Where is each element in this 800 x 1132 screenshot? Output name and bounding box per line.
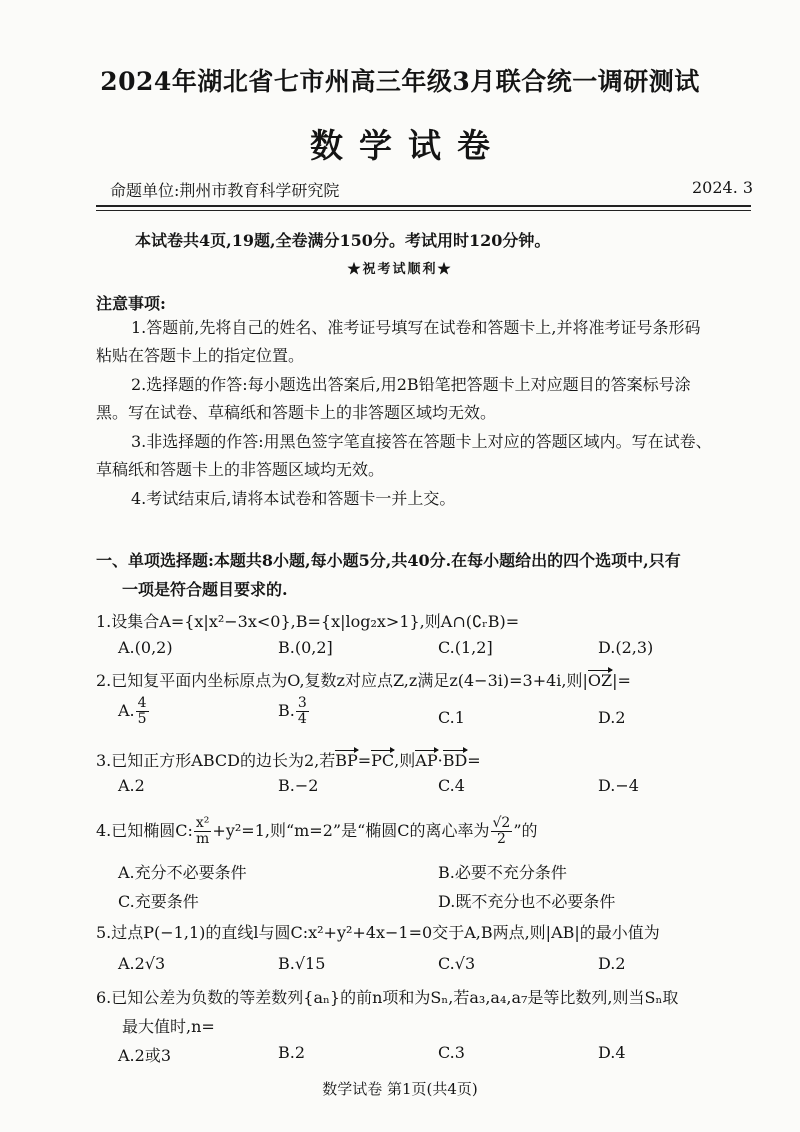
fraction-root2-over-2 (491, 816, 513, 847)
question-3-end: = (467, 751, 481, 770)
question-1-stem: 1.设集合A={x|x²−3x<0},B={x|log₂x>1},则A∩(∁ᵣB)= (96, 612, 520, 631)
question-3-option-b: B.−2 (278, 776, 319, 795)
question-4-stem (96, 816, 538, 847)
question-3-stem-text: 3.已知正方形ABCD的边长为2,若 (96, 751, 336, 770)
question-4-option-d: D.既不充分也不必要条件 (438, 892, 616, 911)
question-6-stem: 6.已知公差为负数的等差数列{aₙ}的前n项和为Sₙ,若a₃,a₄,a₇是等比数列,则当Sₙ取 (96, 988, 679, 1007)
notice-item-2-line-1: 2.选择题的作答:每小题选出答案后,用2B铅笔把答题卡上对应题目的答案标号涂 (131, 375, 691, 394)
vector-pc: PC (371, 751, 395, 770)
question-1-option-c: C.(1,2] (438, 638, 493, 657)
fraction-numerator: 3 (297, 695, 307, 711)
option-a-label: A. (118, 701, 135, 720)
fraction-numerator: 4 (137, 695, 147, 711)
question-3-option-a: A.2 (118, 776, 145, 795)
exam-intro: 本试卷共4页,19题,全卷满分150分。考试用时120分钟。 (135, 231, 551, 250)
question-6-stem-cont: 最大值时,n= (122, 1017, 215, 1036)
page-footer: 数学试卷 第1页(共4页) (322, 1080, 478, 1098)
vector-bd: BD (442, 751, 468, 770)
question-6-option-a: A.2或3 (118, 1046, 172, 1065)
header-rule-thin (96, 210, 751, 211)
question-1-option-b: B.(0,2] (278, 638, 333, 657)
question-4-option-b: B.必要不充分条件 (438, 863, 567, 882)
vector-bp: BP (335, 751, 358, 770)
question-4-stem-mid: +y²=1,则“m=2”是“椭圆C的离心率为 (212, 821, 490, 840)
notice-item-4: 4.考试结束后,请将本试卷和答题卡一并上交。 (131, 489, 456, 508)
dot-operator: · (437, 751, 443, 770)
option-b-label: B. (278, 701, 295, 720)
question-3-option-c: C.4 (438, 776, 465, 795)
fraction-four-fifths (136, 696, 149, 727)
vector-ap: AP (415, 751, 438, 770)
question-2-stem (96, 668, 631, 691)
question-2-stem-end: |= (612, 671, 631, 690)
question-4-option-c: C.充要条件 (118, 892, 199, 911)
question-5-option-c: C.√3 (438, 954, 476, 973)
question-3-stem (96, 748, 481, 771)
fraction-x2-over-m (194, 816, 212, 847)
section-1-heading-cont: 一项是符合题目要求的. (122, 580, 288, 599)
exam-date: 2024. 3 (692, 178, 754, 197)
good-luck-banner: ★祝考试顺利★ (347, 262, 453, 277)
header-rule-thick (96, 205, 751, 207)
notice-item-1-line-2: 粘贴在答题卡上的指定位置。 (96, 346, 305, 365)
equals-sign: = (357, 751, 372, 770)
author-unit: 命题单位:荆州市教育科学研究院 (110, 181, 340, 200)
section-1-heading: 一、单项选择题:本题共8小题,每小题5分,共40分.在每小题给出的四个选项中,只有 (96, 551, 681, 570)
question-6-option-d: D.4 (598, 1043, 626, 1062)
fraction-numerator: √2 (492, 815, 511, 831)
question-6-option-c: C.3 (438, 1043, 465, 1062)
notice-item-2-line-2: 黑。写在试卷、草稿纸和答题卡上的非答题区域均无效。 (96, 403, 497, 422)
question-4-stem-text: 4.已知椭圆C: (96, 821, 193, 840)
fraction-three-quarters (296, 696, 309, 727)
fraction-denominator: 2 (496, 831, 506, 847)
fraction-numerator: x² (195, 815, 210, 831)
question-3-option-d: D.−4 (598, 776, 639, 795)
fraction-denominator: 5 (137, 711, 147, 727)
question-5-stem: 5.过点P(−1,1)的直线l与圆C:x²+y²+4x−1=0交于A,B两点,则|AB|的最小值为 (96, 923, 660, 942)
question-5-option-b: B.√15 (278, 954, 326, 973)
exam-title: 2024年湖北省七市州高三年级3月联合统一调研测试 (100, 67, 700, 96)
notice-item-3-line-1: 3.非选择题的作答:用黑色签字笔直接答在答题卡上对应的答题区域内。写在试卷、 (131, 432, 712, 451)
question-1-option-d: D.(2,3) (598, 638, 654, 657)
exam-subtitle: 数学试卷 (310, 126, 506, 165)
question-2-option-c: C.1 (438, 708, 465, 727)
notice-item-1-line-1: 1.答题前,先将自己的姓名、准考证号填写在试卷和答题卡上,并将准考证号条形码 (131, 318, 701, 337)
question-2-option-a (118, 696, 150, 727)
notice-title: 注意事项: (96, 294, 166, 313)
question-5-option-d: D.2 (598, 954, 626, 973)
question-4-stem-end: ”的 (513, 821, 538, 840)
fraction-denominator: m (196, 831, 210, 847)
notice-item-3-line-2: 草稿纸和答题卡上的非答题区域均无效。 (96, 460, 385, 479)
question-1-option-a: A.(0,2) (118, 638, 173, 657)
vector-oz: OZ (587, 671, 613, 690)
question-2-option-b (278, 696, 310, 727)
question-2-stem-text: 2.已知复平面内坐标原点为O,复数z对应点Z,z满足z(4−3i)=3+4i,则| (96, 671, 588, 690)
question-4-option-a: A.充分不必要条件 (118, 863, 247, 882)
fraction-denominator: 4 (297, 711, 307, 727)
question-3-conj: ,则 (394, 751, 416, 770)
question-5-option-a: A.2√3 (118, 954, 166, 973)
question-2-option-d: D.2 (598, 708, 626, 727)
question-6-option-b: B.2 (278, 1043, 306, 1062)
